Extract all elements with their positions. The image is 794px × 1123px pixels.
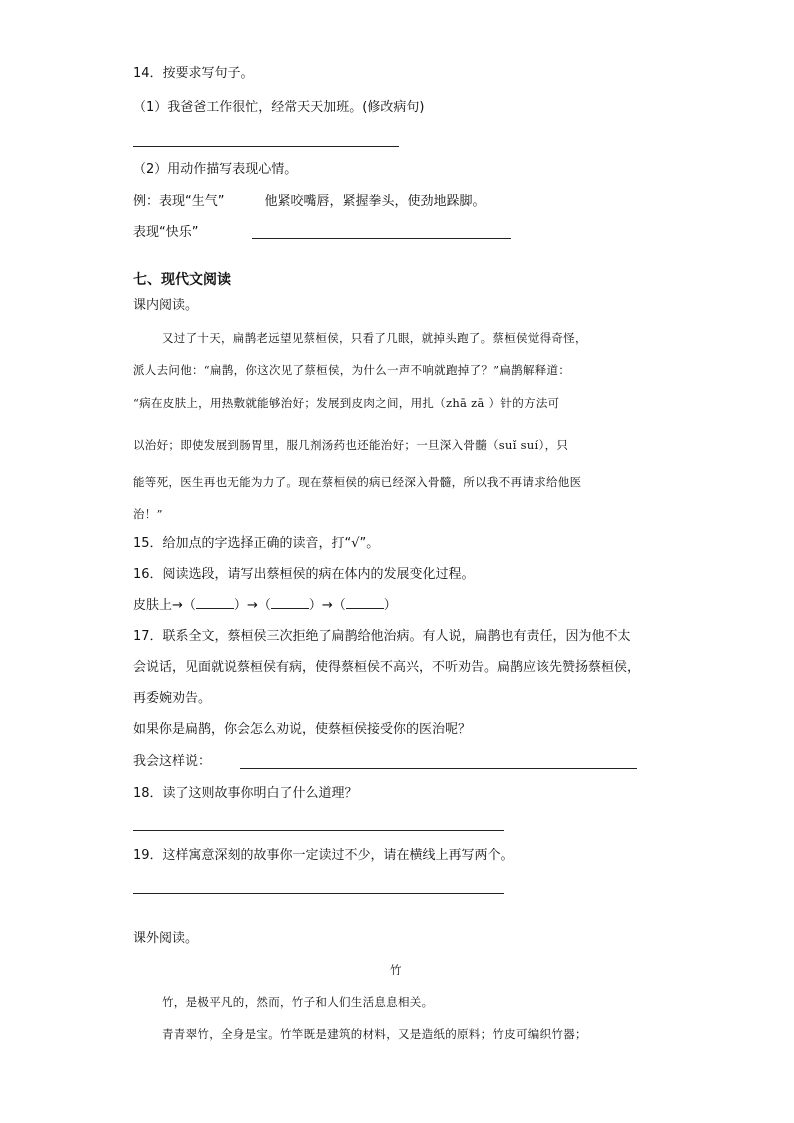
q16-text: 16．阅读选段，请写出蔡桓侯的病在体内的发展变化过程。 (133, 567, 475, 582)
extra-line-2: 青青翠竹，全身是宝。竹竿既是建筑的材料，又是造纸的原料；竹皮可编织竹器； (162, 1027, 587, 1041)
extra-line-1: 竹，是极平凡的，然而，竹子和人们生活息息相关。 (162, 995, 434, 1009)
q17-line-3: 再委婉劝告。 (133, 691, 212, 706)
q14-example (133, 192, 486, 212)
passage-line-1: 又过了十天，扁鹊老远望见蔡桓侯，只看了几眼，就掉头跑了。蔡桓侯觉得奇怪， (162, 331, 587, 345)
q19-text: 19．这样寓意深刻的故事你一定读过不少，请在横线上再写两个。 (133, 848, 514, 863)
passage-line-2: 派人去问他：“扁鹊，你这次见了蔡桓侯，为什么一声不响就跑掉了？”扁鹊解释道： (133, 363, 571, 377)
q17-answer-line[interactable] (240, 768, 637, 769)
q17-line-2: 会说话，见面就说蔡桓侯有病，使得蔡桓侯不高兴，不听劝告。扁鹊应该先赞扬蔡桓侯， (133, 660, 641, 675)
q14-task-label: 表现“快乐” (133, 225, 199, 240)
q18-text: 18．读了这则故事你明白了什么道理？ (133, 786, 358, 801)
q14-part1: （1）我爸爸工作很忙，经常天天加班。(修改病句) (133, 100, 425, 115)
extra-reading-label: 课外阅读。 (133, 931, 199, 946)
passage-line-5: 能等死，医生再也无能为力了。现在蔡桓侯的病已经深入骨髓，所以我不再请求给他医 (133, 475, 582, 489)
q17-line-4: 如果你是扁鹊，你会怎么劝说，使蔡桓侯接受你的医治呢？ (133, 722, 472, 737)
q19-answer-line[interactable] (133, 893, 504, 894)
q14-part2: （2）用动作描写表现心情。 (133, 162, 298, 177)
q16-arrow-2: → (321, 598, 333, 613)
q16-blank-1[interactable] (196, 608, 234, 609)
q16-chain: 皮肤上→（ ）→（ ）→（ ） (133, 598, 397, 613)
q18-answer-line[interactable] (133, 830, 504, 831)
inclass-reading-label: 课内阅读。 (133, 298, 199, 313)
q16-arrow-1: → (246, 598, 258, 613)
q15-text: 15．给加点的字选择正确的读音，打“√”。 (133, 536, 380, 551)
q16-blank-2[interactable] (271, 608, 309, 609)
q17-line-1: 17．联系全文，蔡桓侯三次拒绝了扁鹊给他治病。有人说，扁鹊也有责任，因为他不太 (133, 629, 631, 644)
passage-line-6: 治！” (133, 507, 163, 521)
passage-line-4: 以治好；即使发展到肠胃里，服几剂汤药也还能治好；一旦深入骨髓（suǐ suí），只 (133, 438, 569, 452)
extra-title: 竹 (390, 963, 402, 977)
q17-answer-label: 我会这样说： (133, 754, 212, 769)
q14-part1-answer-line[interactable] (133, 146, 399, 147)
passage-line-3: “病在皮肤上，用热敷就能够治好；发展到皮肉之间，用扎（zhā zā ）针的方法可 (133, 396, 560, 410)
section7-heading: 七、现代文阅读 (133, 272, 231, 288)
q14-example-label: 例：表现“生气” (133, 194, 225, 209)
q14-title: 14．按要求写句子。 (133, 66, 254, 81)
q16-start: 皮肤上→ (133, 598, 183, 613)
q14-task-answer-line[interactable] (252, 238, 511, 239)
q16-blank-3[interactable] (346, 608, 384, 609)
q14-example-answer: 他紧咬嘴唇，紧握拳头，使劲地跺脚。 (264, 194, 486, 209)
